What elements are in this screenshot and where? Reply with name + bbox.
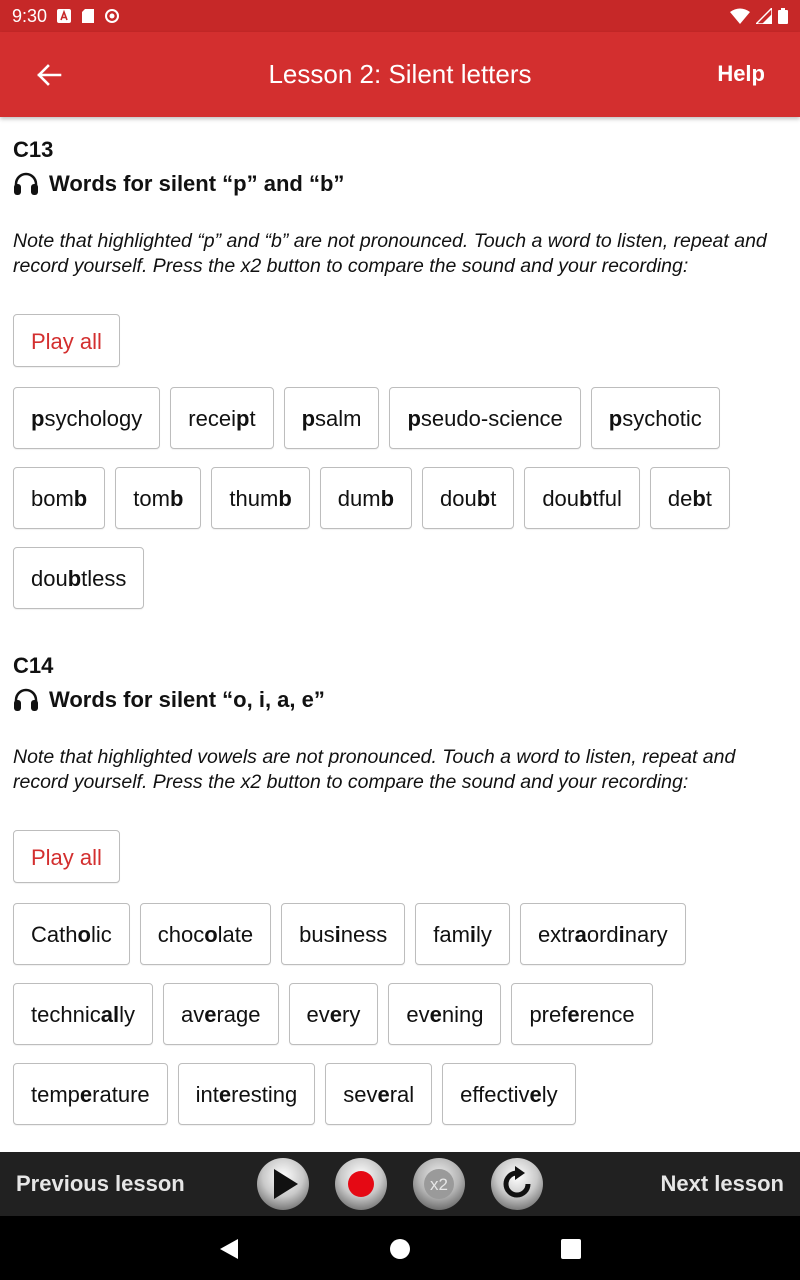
word-part: recei bbox=[188, 406, 236, 431]
x2-compare-button[interactable] bbox=[412, 1157, 466, 1211]
previous-lesson-button[interactable]: Previous lesson bbox=[16, 1171, 185, 1196]
word-button[interactable] bbox=[284, 387, 380, 449]
silent-letters: b bbox=[169, 486, 184, 511]
word-button[interactable] bbox=[13, 903, 130, 965]
silent-letters: o bbox=[77, 922, 91, 947]
arrow-back-icon bbox=[36, 64, 62, 86]
replay-icon bbox=[490, 1157, 544, 1211]
silent-letters: p bbox=[407, 406, 421, 431]
word-button[interactable] bbox=[140, 903, 271, 965]
a-icon bbox=[57, 9, 71, 23]
section-note: Note that highlighted “p” and “b” are not pronounced. Touch a word to listen, repeat and record yourself. Press the x2 button to compare the sound and your recording: bbox=[13, 230, 767, 277]
x2-label: x2 bbox=[430, 1175, 448, 1194]
silent-letters: e bbox=[218, 1082, 232, 1107]
x2-compare-icon bbox=[412, 1157, 466, 1211]
lesson-content[interactable] bbox=[0, 117, 800, 1152]
silent-letters: e bbox=[377, 1082, 390, 1107]
silent-letters: b bbox=[692, 486, 706, 511]
word-part: fam bbox=[433, 922, 470, 947]
word-part: seudo-science bbox=[420, 406, 563, 431]
word-part: t bbox=[705, 486, 712, 511]
word-part: tom bbox=[133, 486, 170, 511]
word-button[interactable] bbox=[13, 1063, 168, 1125]
word-part: bom bbox=[31, 486, 74, 511]
word-part: dou bbox=[440, 486, 477, 511]
word-part: resting bbox=[231, 1082, 298, 1107]
silent-letters: al bbox=[100, 1002, 120, 1027]
no-disturb-icon bbox=[105, 9, 119, 23]
word-part: extr bbox=[537, 922, 575, 947]
silent-letters: p bbox=[31, 406, 45, 431]
word-part: t bbox=[249, 406, 256, 431]
word-part: dou bbox=[31, 566, 68, 591]
word-part: Cath bbox=[31, 922, 78, 947]
silent-letters: b bbox=[380, 486, 395, 511]
silent-letters: p bbox=[301, 406, 316, 431]
word-part: av bbox=[180, 1002, 205, 1027]
word-part: sychotic bbox=[622, 406, 702, 431]
word-button[interactable] bbox=[115, 467, 201, 529]
word-part: ning bbox=[441, 1002, 484, 1027]
word-part: ness bbox=[340, 922, 388, 947]
record-button[interactable] bbox=[334, 1157, 388, 1211]
word-part: ry bbox=[342, 1002, 361, 1027]
word-button[interactable] bbox=[13, 547, 144, 609]
headphones-icon bbox=[13, 172, 39, 196]
word-part: rature bbox=[92, 1082, 150, 1107]
word-part: de bbox=[667, 486, 693, 511]
app-bar bbox=[0, 32, 800, 117]
back-button[interactable] bbox=[26, 58, 72, 92]
nav-home-icon[interactable] bbox=[387, 1236, 413, 1262]
nav-recents-icon[interactable] bbox=[558, 1236, 584, 1262]
word-part: ev bbox=[306, 1002, 330, 1027]
word-part: tful bbox=[592, 486, 622, 511]
word-part: nary bbox=[624, 922, 668, 947]
silent-letters: i bbox=[469, 922, 477, 947]
section-title-text: Words for silent “o, i, a, e” bbox=[49, 687, 325, 712]
bottom-control-bar bbox=[0, 1152, 800, 1216]
word-part: ral bbox=[389, 1082, 415, 1107]
word-button[interactable] bbox=[524, 467, 640, 529]
word-part: pref bbox=[529, 1002, 568, 1027]
word-button[interactable] bbox=[211, 467, 309, 529]
silent-letters: a bbox=[574, 922, 587, 947]
replay-button[interactable] bbox=[490, 1157, 544, 1211]
silent-letters: o bbox=[204, 922, 218, 947]
section-note: Note that highlighted vowels are not pronounced. Touch a word to listen, repeat and record yourself. Press the x2 button to compare the sound and your recording: bbox=[13, 746, 736, 793]
section-title-text: Words for silent “p” and “b” bbox=[49, 171, 345, 196]
play-button[interactable] bbox=[256, 1157, 310, 1211]
word-part: ly bbox=[541, 1082, 558, 1107]
play-all-button[interactable]: Play all bbox=[13, 830, 120, 883]
play-all-button[interactable]: Play all bbox=[13, 314, 120, 367]
word-button[interactable] bbox=[13, 983, 153, 1045]
status-bar bbox=[0, 0, 800, 32]
word-part: ord bbox=[586, 922, 619, 947]
lesson-section-c13 bbox=[0, 137, 800, 609]
word-part: rence bbox=[579, 1002, 635, 1027]
silent-letters: i bbox=[334, 922, 341, 947]
silent-letters: e bbox=[329, 1002, 343, 1027]
section-title bbox=[13, 169, 787, 199]
silent-letters: e bbox=[567, 1002, 580, 1027]
word-part: sev bbox=[343, 1082, 378, 1107]
word-button[interactable] bbox=[650, 467, 730, 529]
silent-letters: b bbox=[579, 486, 593, 511]
word-button[interactable] bbox=[511, 983, 652, 1045]
word-part: int bbox=[195, 1082, 219, 1107]
word-button[interactable] bbox=[520, 903, 686, 965]
word-button[interactable] bbox=[170, 387, 273, 449]
word-button[interactable] bbox=[415, 903, 510, 965]
word-button[interactable] bbox=[178, 1063, 316, 1125]
status-time: 9:30 bbox=[12, 5, 48, 26]
silent-letters: e bbox=[529, 1082, 542, 1107]
word-button[interactable] bbox=[289, 983, 379, 1045]
word-button[interactable] bbox=[13, 387, 160, 449]
headphones-icon bbox=[13, 688, 39, 712]
signal-icon bbox=[756, 8, 772, 24]
word-button[interactable] bbox=[422, 467, 514, 529]
silent-letters: b bbox=[476, 486, 491, 511]
word-list bbox=[13, 903, 793, 1125]
lesson-section-c14 bbox=[0, 653, 800, 1125]
next-lesson-button[interactable]: Next lesson bbox=[660, 1171, 784, 1196]
word-part: dou bbox=[542, 486, 580, 511]
word-part: t bbox=[490, 486, 497, 511]
help-button[interactable]: Help bbox=[717, 61, 765, 86]
wifi-icon bbox=[730, 8, 750, 24]
word-button[interactable] bbox=[389, 387, 580, 449]
word-part: lic bbox=[90, 922, 112, 947]
word-part: late bbox=[217, 922, 254, 947]
word-list bbox=[13, 387, 793, 609]
word-part: salm bbox=[315, 406, 362, 431]
word-part: ly bbox=[119, 1002, 135, 1027]
nav-back-icon[interactable] bbox=[216, 1236, 242, 1262]
word-part: tless bbox=[81, 566, 127, 591]
word-button[interactable] bbox=[388, 983, 501, 1045]
silent-letters: e bbox=[79, 1082, 93, 1107]
word-part: dum bbox=[337, 486, 381, 511]
silent-letters: b bbox=[67, 566, 82, 591]
silent-letters: b bbox=[278, 486, 292, 511]
silent-letters: p bbox=[608, 406, 623, 431]
word-button[interactable] bbox=[325, 1063, 432, 1125]
page-title: Lesson 2: Silent letters bbox=[268, 59, 532, 89]
word-part: thum bbox=[229, 486, 279, 511]
system-nav-bar bbox=[0, 1216, 800, 1280]
silent-letters: e bbox=[204, 1002, 217, 1027]
word-button[interactable] bbox=[281, 903, 405, 965]
word-part: temp bbox=[31, 1082, 80, 1107]
word-part: effectiv bbox=[460, 1082, 530, 1107]
section-code: C14 bbox=[13, 653, 54, 678]
word-button[interactable] bbox=[442, 1063, 575, 1125]
silent-letters: e bbox=[429, 1002, 442, 1027]
word-button[interactable] bbox=[13, 467, 105, 529]
silent-letters: i bbox=[618, 922, 625, 947]
section-title bbox=[13, 685, 787, 715]
word-button[interactable] bbox=[163, 983, 279, 1045]
record-icon bbox=[334, 1157, 388, 1211]
silent-letters: b bbox=[73, 486, 88, 511]
word-part: technic bbox=[31, 1002, 101, 1027]
battery-icon bbox=[778, 8, 788, 24]
silent-letters: p bbox=[235, 406, 250, 431]
word-part: sychology bbox=[44, 406, 143, 431]
word-part: rage bbox=[216, 1002, 261, 1027]
section-code: C13 bbox=[13, 137, 54, 162]
word-part: choc bbox=[157, 922, 205, 947]
word-part: ev bbox=[406, 1002, 430, 1027]
word-button[interactable] bbox=[320, 467, 412, 529]
play-icon bbox=[256, 1157, 310, 1211]
word-button[interactable] bbox=[591, 387, 720, 449]
word-part: ly bbox=[476, 922, 492, 947]
sd-card-icon bbox=[81, 9, 95, 23]
word-part: bus bbox=[299, 922, 335, 947]
